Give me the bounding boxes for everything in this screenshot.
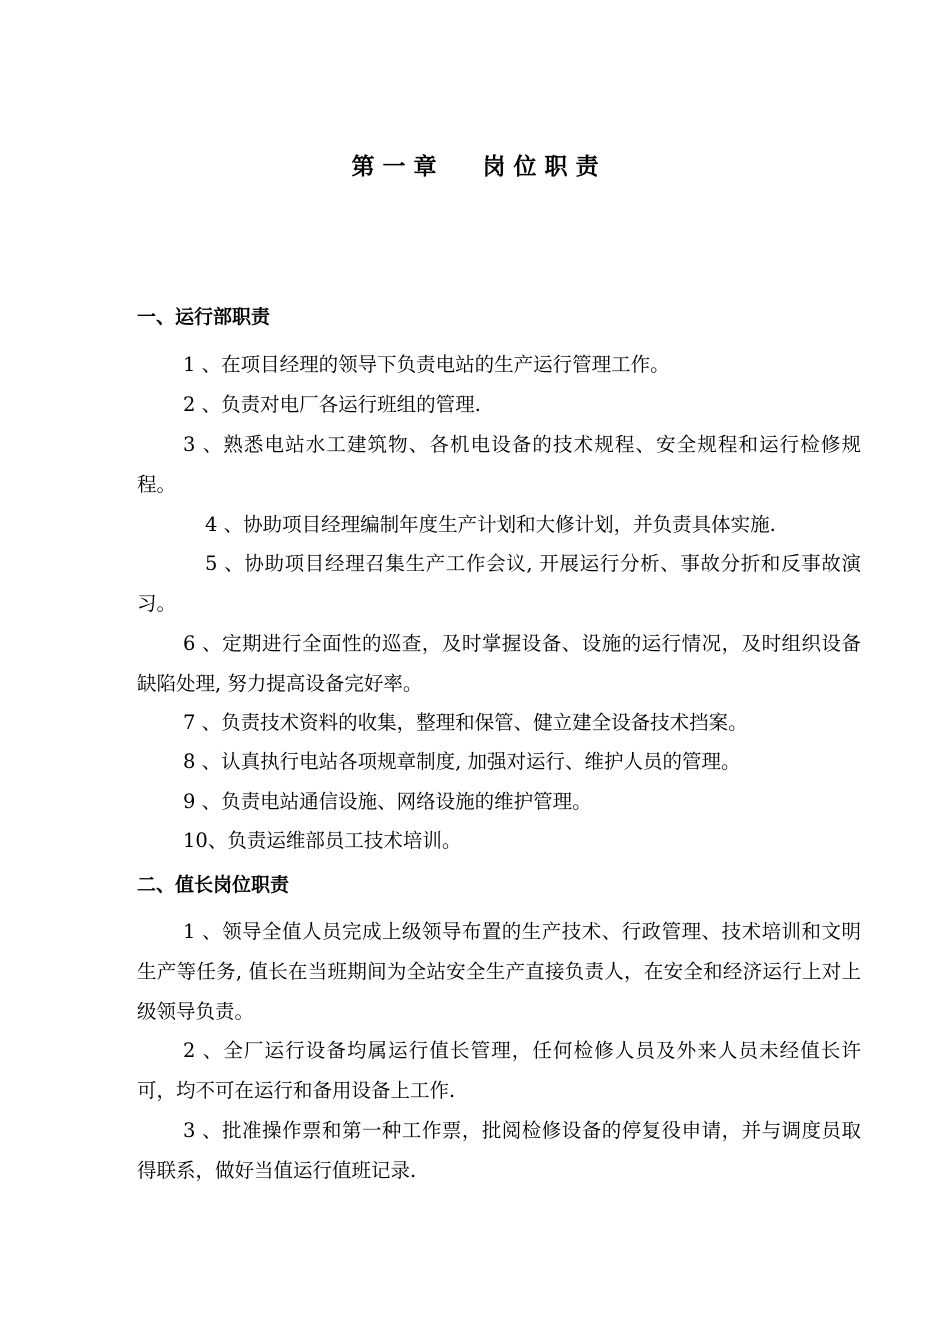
section1-item-7: 7 、负责技术资料的收集，整理和保管、健立建全设备技术挡案。 [183,711,748,734]
section1-item-5: 5 、协助项目经理召集生产工作会议, 开展运行分析、事故分折和反事故演习。 [137,552,861,615]
section2-item-1: 1 、领导全值人员完成上级领导布置的生产技术、行政管理、技术培训和文明生产等任务, 值长在当班期间为全站安全生产直接负责人，在安全和经济运行上对上级领导负责。 [137,920,861,1023]
chapter-title [0,148,950,181]
section1-item-4: 4 、协助项目经理编制年度生产计划和大修计划，并负责具体实施. [205,513,776,536]
section1-item-10: 10、负责运维部员工技术培训。 [183,829,462,852]
section1-item-2: 2 、负责对电厂各运行班组的管理. [183,393,481,416]
section2-item-2: 2 、全厂运行设备均属运行值长管理，任何检修人员及外来人员未经值长许可，均不可在运行和备用设备上工作. [137,1039,861,1102]
section1-item-1: 1 、在项目经理的领导下负责电站的生产运行管理工作。 [183,353,670,376]
section1-item-8: 8 、认真执行电站各项规章制度, 加强对运行、维护人员的管理。 [183,750,741,773]
section1-item-6: 6 、定期进行全面性的巡查，及时掌握设备、设施的运行情况，及时组织设备缺陷处理, 努力提高设备完好率。 [137,632,861,695]
section2-item-3: 3 、批准操作票和第一种工作票，批阅检修设备的停复役申请，并与调度员取得联系，做好当值运行值班记录. [137,1119,861,1182]
section1-item-3: 3 、熟悉电站水工建筑物、各机电设备的技术规程、安全规程和运行检修规程。 [137,433,861,496]
chapter-number: 第 一 章 [351,154,437,180]
section-heading-operations: 一、运行部职责 [137,306,271,328]
section-heading-shift-leader: 二、值长岗位职责 [137,874,290,896]
chapter-name: 岗 位 职 责 [482,154,599,180]
section1-item-9: 9 、负责电站通信设施、网络设施的维护管理。 [183,790,592,813]
